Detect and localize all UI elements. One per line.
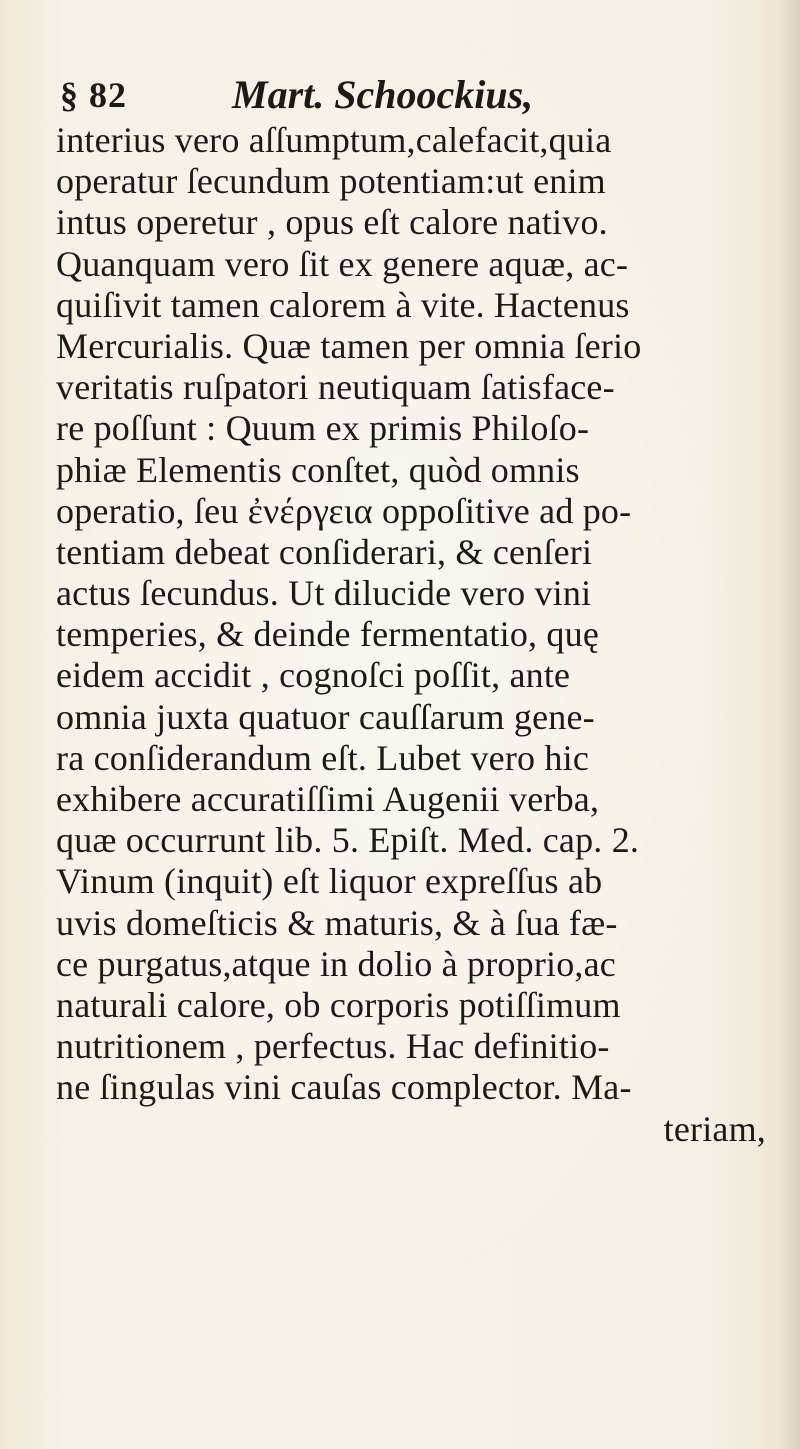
text-line: temperies, & deinde fermentatio, quę bbox=[56, 614, 599, 655]
page-edge-shadow bbox=[778, 0, 800, 1449]
text-line: Quanquam vero ſit ex genere aquæ, ac- bbox=[56, 243, 629, 284]
body-text bbox=[56, 120, 768, 1150]
text-line: intus operetur , opus eſt calore nativo. bbox=[56, 202, 608, 243]
text-line: omnia juxta quatuor cauſſarum gene- bbox=[56, 696, 595, 737]
text-line: eidem accidit , cognoſci poſſit, ante bbox=[56, 655, 571, 696]
text-line: re poſſunt : Quum ex primis Philoſo- bbox=[56, 408, 590, 449]
text-line: nutritionem , perfectus. Hac definitio- bbox=[56, 1026, 610, 1067]
text-line: veritatis ruſpatori neutiquam ſatisface- bbox=[56, 367, 615, 408]
text-line: actus ſecundus. Ut dilucide vero vini bbox=[56, 573, 592, 614]
text-line: quæ occurrunt lib. 5. Epiſt. Med. cap. 2. bbox=[56, 820, 640, 861]
catchword-line: teriam, bbox=[663, 1108, 766, 1149]
page-number: § 82 bbox=[60, 75, 127, 115]
page-header bbox=[60, 70, 760, 120]
text-line: ne ſingulas vini cauſas complector. Ma- bbox=[56, 1067, 632, 1108]
running-head: Mart. Schoockius, bbox=[232, 72, 534, 117]
text-line: operatio, ſeu ἐνέργεια oppoſitive ad po- bbox=[56, 490, 632, 531]
text-line: quiſivit tamen calorem à vite. Hactenus bbox=[56, 284, 630, 325]
text-line: ra conſiderandum eſt. Lubet vero hic bbox=[56, 737, 589, 778]
text-line: Mercurialis. Quæ tamen per omnia ſerio bbox=[56, 325, 642, 366]
text-line: ce purgatus,atque in dolio à proprio,ac bbox=[56, 943, 616, 984]
text-line: naturali calore, ob corporis potiſſimum bbox=[56, 984, 621, 1025]
text-line: Vinum (inquit) eſt liquor expreſſus ab bbox=[56, 861, 603, 902]
text-line: interius vero aſſumptum,calefacit,quia bbox=[56, 120, 612, 160]
text-line: tentiam debeat conſiderari, & cenſeri bbox=[56, 531, 593, 572]
text-line: exhibere accuratiſſimi Augenii verba, bbox=[56, 779, 600, 819]
text-line: operatur ſecundum potentiam:ut enim bbox=[56, 161, 606, 202]
text-line: uvis domeſticis & maturis, & à ſua fæ- bbox=[56, 902, 618, 943]
text-line: phiæ Elementis conſtet, quòd omnis bbox=[56, 449, 580, 490]
